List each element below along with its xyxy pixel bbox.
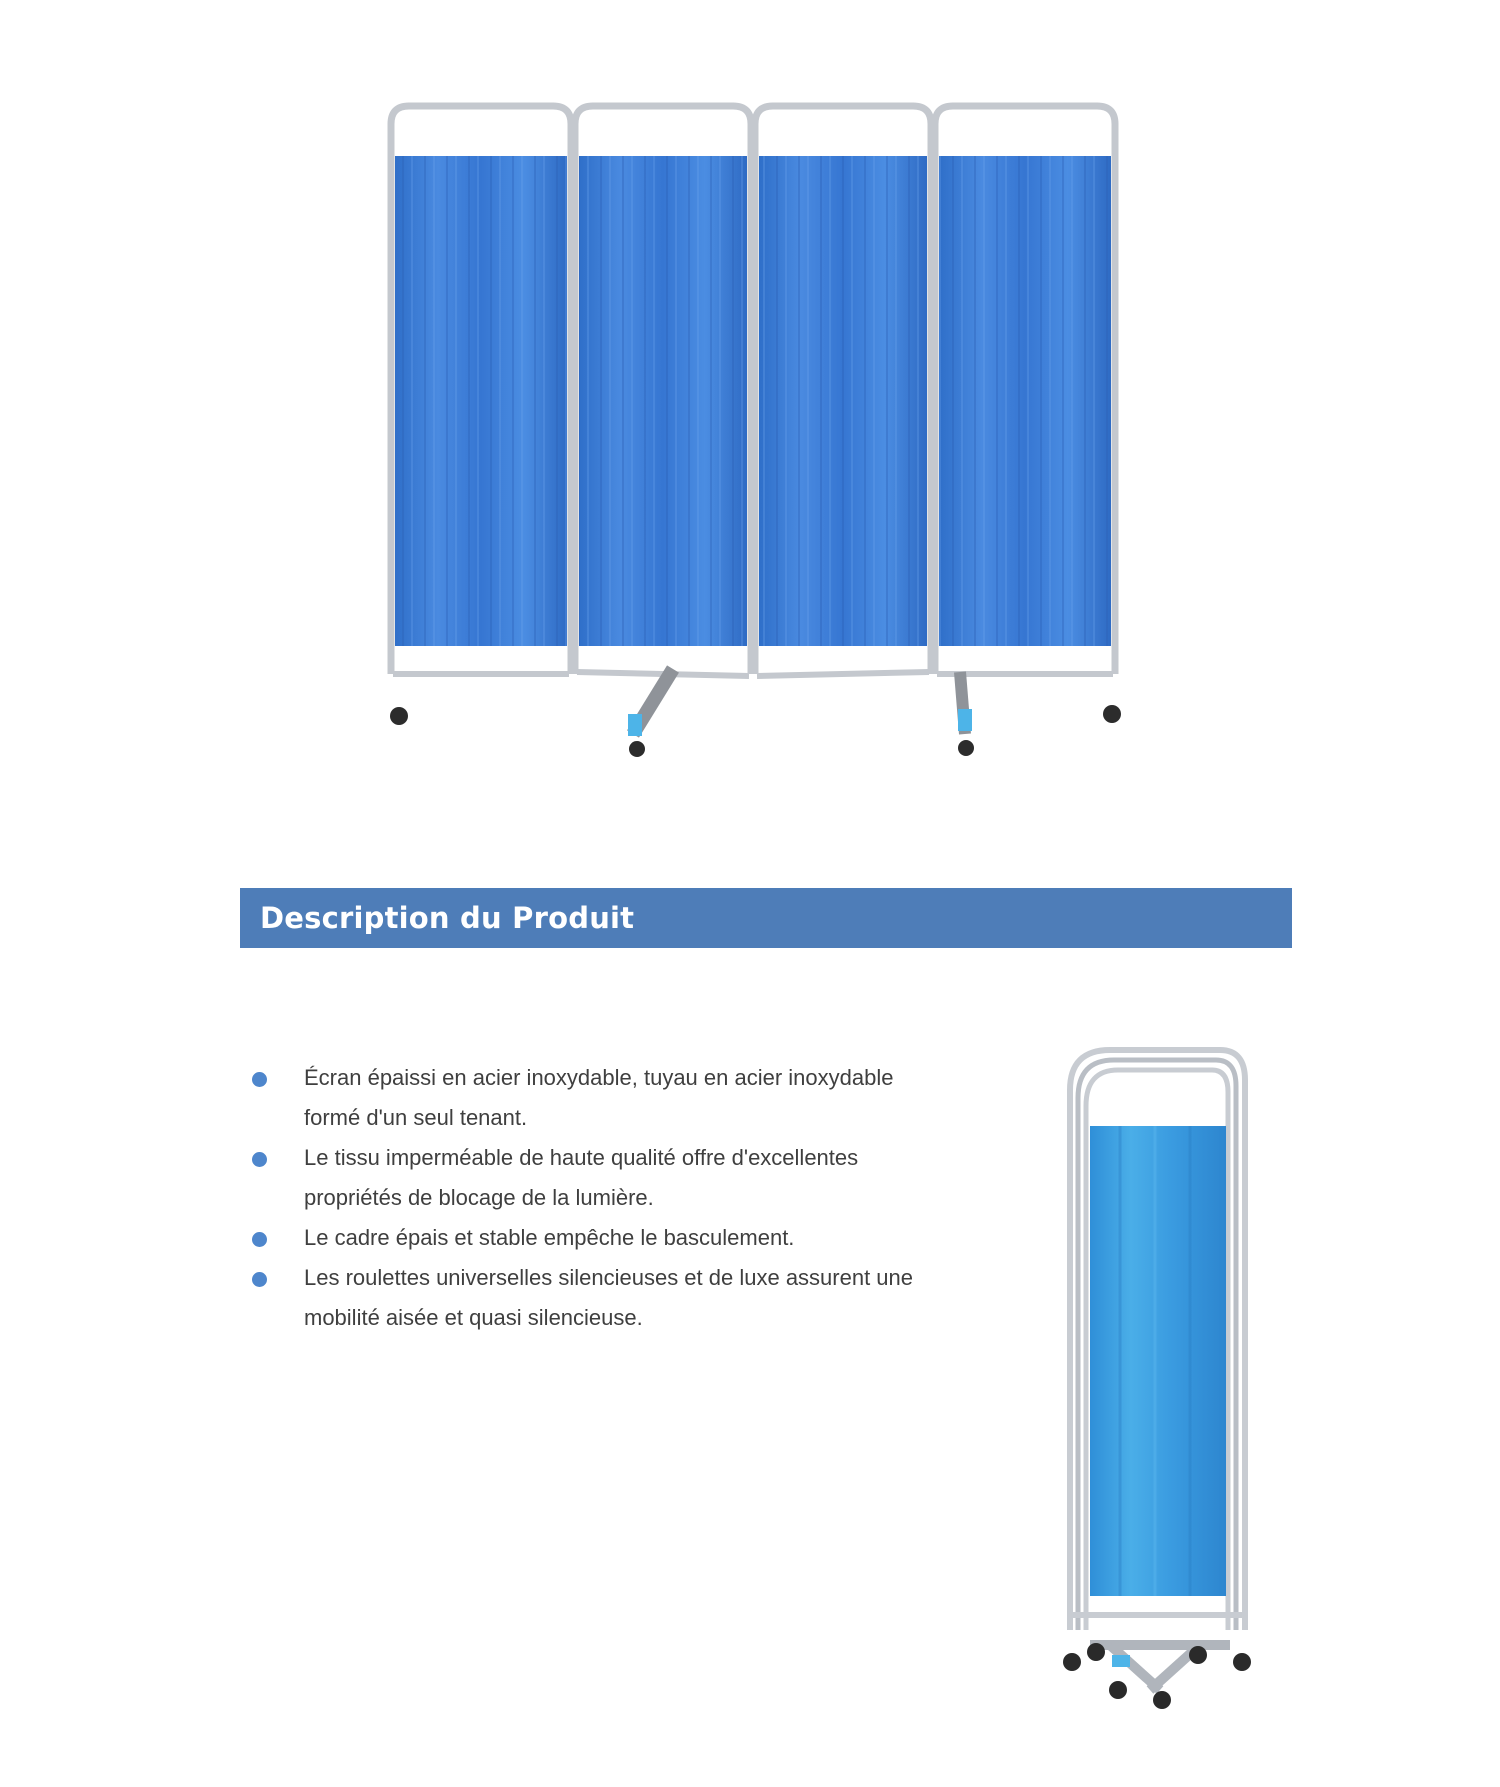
feature-text: Le cadre épais et stable empêche le basculement. bbox=[304, 1225, 795, 1250]
screen-panel-1 bbox=[390, 106, 571, 725]
bullet-dot-icon bbox=[252, 1152, 267, 1167]
screen-panel-4 bbox=[935, 106, 1121, 756]
feature-text: Écran épaissi en acier inoxydable, tuyau en acier inoxydable formé d'un seul tenant. bbox=[304, 1065, 894, 1130]
list-item bbox=[248, 1258, 914, 1338]
feature-list bbox=[248, 1058, 948, 1338]
screen-panel-3 bbox=[755, 106, 931, 676]
feature-text: Les roulettes universelles silencieuses et de luxe assurent une mobilité aisée et quasi silencieuse. bbox=[304, 1265, 914, 1330]
product-image-folded-screen bbox=[1050, 1030, 1258, 1730]
feature-text: Le tissu imperméable de haute qualité offre d'excellentes propriétés de blocage de la lumière. bbox=[304, 1145, 859, 1210]
bullet-dot-icon bbox=[252, 1232, 267, 1247]
product-image-four-panel-screen bbox=[375, 94, 1130, 771]
section-title: Description du Produit bbox=[260, 901, 635, 935]
section-header bbox=[240, 888, 1292, 948]
screen-panel-2 bbox=[575, 106, 751, 757]
list-item bbox=[248, 1218, 914, 1258]
list-item bbox=[248, 1058, 914, 1138]
folded-screen-frame bbox=[1063, 1050, 1251, 1709]
bullet-dot-icon bbox=[252, 1272, 267, 1287]
list-item bbox=[248, 1138, 914, 1218]
bullet-dot-icon bbox=[252, 1072, 267, 1087]
